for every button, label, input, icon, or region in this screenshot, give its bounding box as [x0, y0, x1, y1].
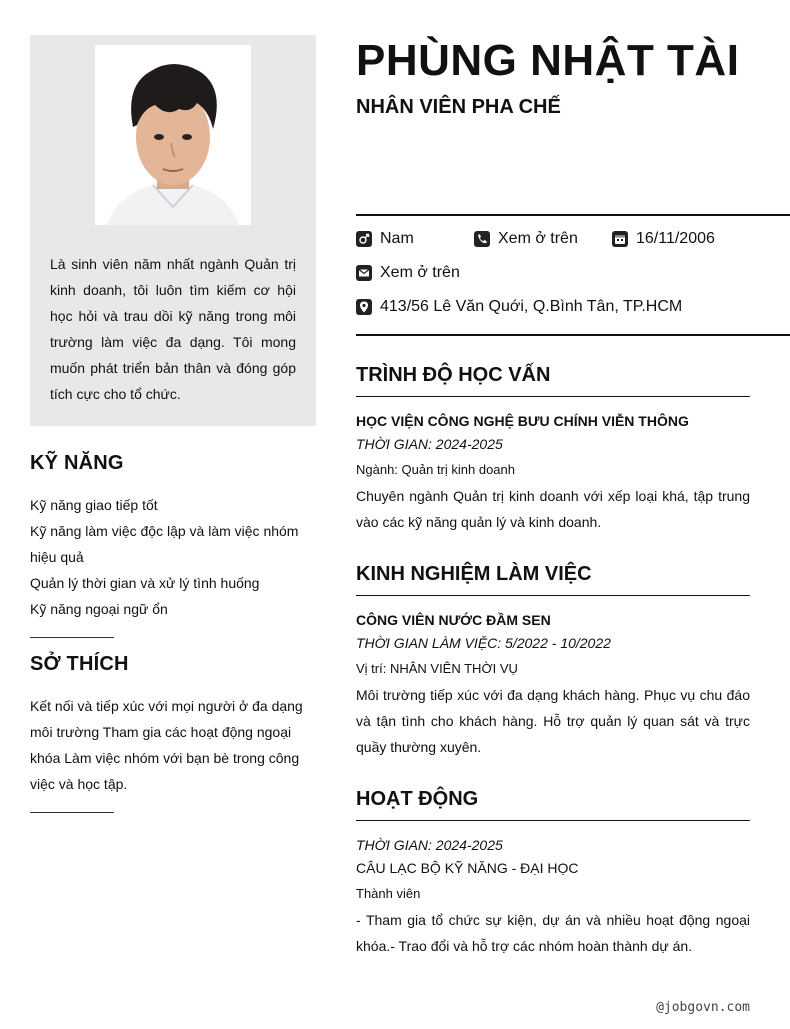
education-title: TRÌNH ĐỘ HỌC VẤN	[356, 364, 551, 386]
hobbies-section	[30, 653, 316, 797]
experience-description: Môi trường tiếp xúc với đa dạng khách hàng. Phục vụ chu đáo và tận tình cho khách hàng. Hỗ trợ quản lý quan sát và trực quầy thường xuyên.	[356, 687, 750, 755]
profile-panel	[30, 35, 316, 426]
contact-phone	[474, 230, 578, 248]
gender-icon	[356, 231, 372, 247]
contact-address	[356, 298, 682, 316]
divider	[30, 812, 114, 813]
skill-item: Kỹ năng ngoại ngữ ổn	[30, 601, 168, 617]
education-major: Ngành: Quản trị kinh doanh	[356, 462, 515, 477]
calendar-icon	[612, 231, 628, 247]
activities-title: HOẠT ĐỘNG	[356, 788, 479, 810]
skills-title: KỸ NĂNG	[30, 452, 124, 474]
experience-period: THỜI GIAN LÀM VIỆC: 5/2022 - 10/2022	[356, 635, 611, 651]
experience-title: KINH NGHIỆM LÀM VIỆC	[356, 563, 592, 585]
divider	[356, 334, 790, 336]
phone-value: Xem ở trên	[498, 230, 578, 247]
contact-birthday	[612, 230, 715, 248]
activities-description: - Tham gia tổ chức sự kiện, dự án và nhiều hoạt động ngoại khóa.- Trao đổi và hỗ trợ các nhóm hoàn thành dự án.	[356, 912, 750, 954]
gender-value: Nam	[380, 230, 414, 247]
birthday-value: 16/11/2006	[636, 230, 715, 247]
activities-period: THỜI GIAN: 2024-2025	[356, 837, 503, 853]
divider	[30, 637, 114, 638]
activities-club: CÂU LẠC BỘ KỸ NĂNG - ĐẠI HỌC	[356, 860, 579, 876]
footer-watermark: @jobgovn.com	[656, 1000, 750, 1015]
email-icon	[356, 265, 372, 281]
location-pin-icon	[356, 299, 372, 315]
skill-item: Quản lý thời gian và xử lý tình huống	[30, 575, 260, 591]
contact-gender	[356, 230, 414, 248]
hobbies-text: Kết nối và tiếp xúc với mọi người ở đa dạng môi trường Tham gia các hoạt động ngoại khóa Làm việc nhóm với bạn bè trong công việc và học tập.	[30, 698, 303, 792]
profile-summary: Là sinh viên năm nhất ngành Quản trị kinh doanh, tôi luôn tìm kiếm cơ hội học hỏi và trau dồi kỹ năng trong môi trường làm việc đa dạng. Tôi mong muốn phát triển bản thân và đóng góp tích cực cho tổ chức.	[50, 256, 296, 402]
email-value: Xem ở trên	[380, 264, 460, 281]
avatar-photo	[95, 45, 251, 225]
candidate-role: NHÂN VIÊN PHA CHẾ	[356, 96, 561, 118]
education-period: THỜI GIAN: 2024-2025	[356, 436, 503, 452]
education-school: HỌC VIỆN CÔNG NGHỆ BƯU CHÍNH VIỄN THÔNG	[356, 413, 689, 429]
skill-item: Kỹ năng giao tiếp tốt	[30, 497, 158, 513]
hobbies-title: SỞ THÍCH	[30, 653, 129, 675]
address-value: 413/56 Lê Văn Quới, Q.Bình Tân, TP.HCM	[380, 298, 683, 315]
divider	[356, 595, 750, 596]
divider	[356, 820, 750, 821]
experience-position: Vị trí: NHÂN VIÊN THỜI VỤ	[356, 661, 518, 676]
contact-email	[356, 264, 460, 282]
avatar	[95, 45, 251, 225]
education-description: Chuyên ngành Quản trị kinh doanh với xếp loại khá, tập trung vào các kỹ năng quản lý và kinh doanh.	[356, 488, 750, 530]
skill-item: Kỹ năng làm việc độc lập và làm việc nhóm hiệu quả	[30, 523, 299, 565]
skills-section	[30, 452, 316, 622]
phone-icon	[474, 231, 490, 247]
divider	[356, 396, 750, 397]
experience-company: CÔNG VIÊN NƯỚC ĐẦM SEN	[356, 612, 551, 628]
activities-role: Thành viên	[356, 886, 421, 901]
candidate-name: PHÙNG NHẬT TÀI	[356, 36, 740, 85]
divider	[356, 214, 790, 216]
